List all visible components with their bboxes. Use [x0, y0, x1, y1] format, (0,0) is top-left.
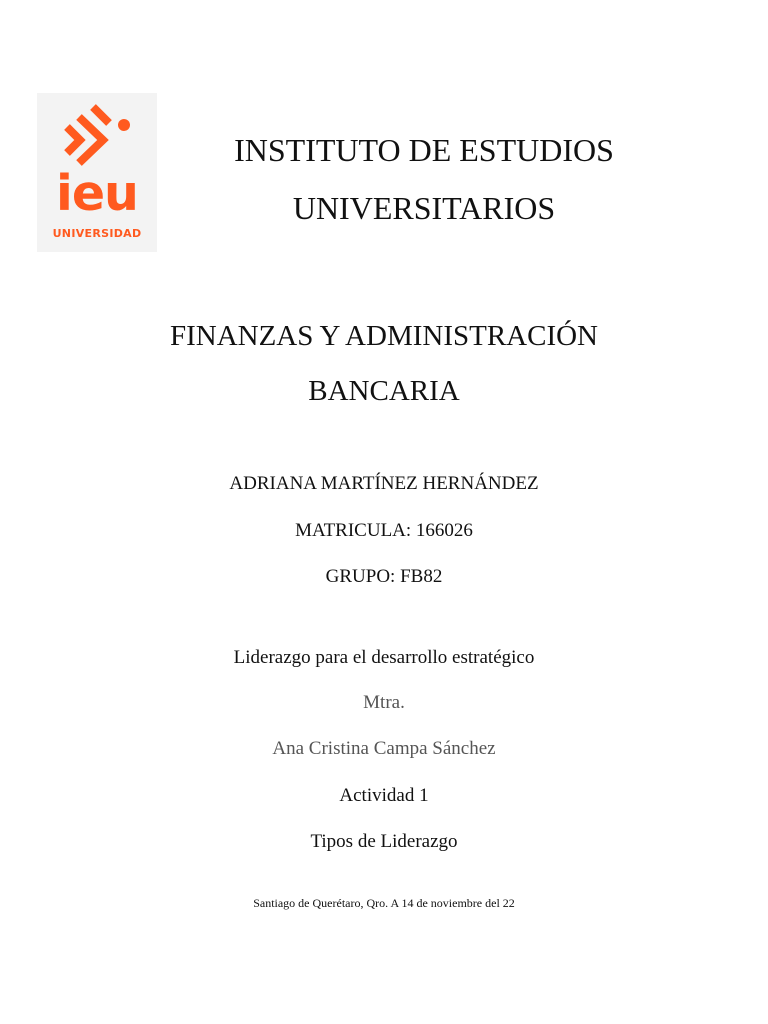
student-group: GRUPO: FB82	[325, 566, 443, 587]
program-line-2: BANCARIA	[308, 375, 460, 407]
ieu-logo	[37, 93, 157, 252]
place-and-date: Santiago de Querétaro, Qro. A 14 de noviembre del 22	[253, 896, 515, 910]
institution-line-2: UNIVERSITARIOS	[292, 190, 556, 226]
student-matricula: MATRICULA: 166026	[295, 520, 473, 541]
ieu-wordmark: ieu	[56, 165, 138, 222]
teacher-title: Mtra.	[363, 692, 405, 713]
teacher-name: Ana Cristina Campa Sánchez	[272, 738, 496, 759]
institution-line-1: INSTITUTO DE ESTUDIOS	[234, 132, 614, 168]
activity-topic: Tipos de Liderazgo	[310, 831, 458, 852]
universidad-label: UNIVERSIDAD	[52, 227, 142, 240]
course-subject: Liderazgo para el desarrollo estratégico	[233, 647, 535, 668]
program-line-1: FINANZAS Y ADMINISTRACIÓN	[169, 320, 599, 352]
student-name: ADRIANA MARTÍNEZ HERNÁNDEZ	[229, 473, 539, 494]
activity-number: Actividad 1	[339, 785, 429, 806]
